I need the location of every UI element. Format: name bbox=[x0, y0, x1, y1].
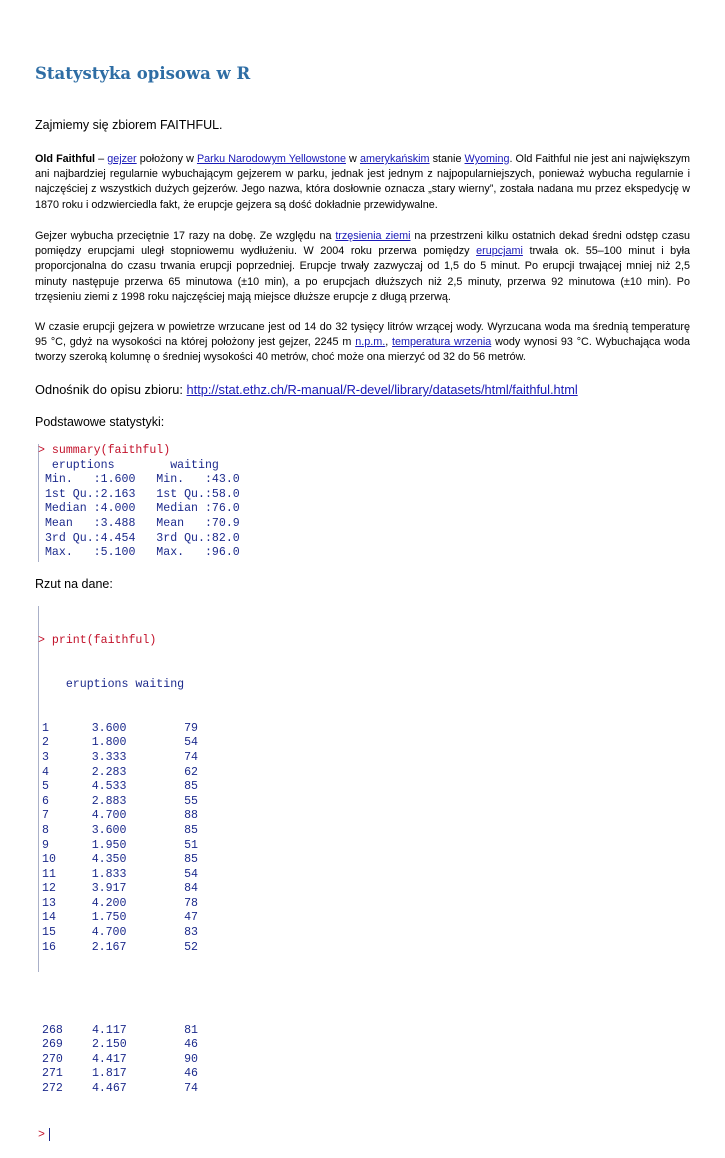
row-index: 13 bbox=[42, 896, 56, 910]
link-yellowstone[interactable]: Parku Narodowym Yellowstone bbox=[196, 153, 346, 165]
link-trzesienia-ziemi[interactable]: trzęsienia ziemi bbox=[335, 230, 411, 242]
waiting-value: 55 bbox=[184, 794, 198, 808]
text: , bbox=[385, 336, 393, 349]
link-gejzer[interactable]: gejzer bbox=[107, 153, 137, 165]
row-index: 4 bbox=[42, 765, 49, 779]
link-amerykanskim[interactable]: amerykańskim bbox=[359, 153, 430, 165]
row-index: 2 bbox=[42, 736, 49, 750]
row-index: 270 bbox=[42, 1052, 63, 1066]
dataset-reference bbox=[35, 382, 578, 397]
bold-term: Old Faithful bbox=[35, 153, 96, 165]
summary-line: 1st Qu.:2.163 1st Qu.:58.0 bbox=[38, 487, 254, 501]
eruptions-value: 3.333 bbox=[91, 750, 127, 764]
waiting-value: 54 bbox=[184, 867, 198, 881]
waiting-value: 85 bbox=[184, 823, 198, 837]
row-index: 10 bbox=[42, 853, 56, 867]
eruptions-value: 2.167 bbox=[91, 940, 127, 954]
text: – bbox=[95, 153, 108, 165]
table-row bbox=[38, 853, 198, 868]
link-npm[interactable]: n.p.m. bbox=[355, 336, 386, 349]
eruptions-value: 3.600 bbox=[91, 823, 127, 837]
summary-command: > summary(faithful) bbox=[38, 444, 171, 457]
console-prompt[interactable]: > bbox=[38, 1128, 45, 1142]
summary-line: Max. :5.100 Max. :96.0 bbox=[38, 546, 254, 560]
waiting-value: 52 bbox=[184, 940, 198, 954]
eruptions-value: 1.833 bbox=[91, 867, 127, 881]
waiting-value: 88 bbox=[184, 809, 198, 823]
eruptions-value: 2.150 bbox=[91, 1038, 127, 1052]
eruptions-value: 3.917 bbox=[91, 882, 127, 896]
waiting-value: 47 bbox=[184, 911, 198, 925]
table-row bbox=[38, 897, 198, 912]
waiting-value: 78 bbox=[184, 896, 198, 910]
summary-line: Mean :3.488 Mean :70.9 bbox=[38, 516, 254, 530]
eruptions-value: 4.700 bbox=[91, 809, 127, 823]
print-command: > print(faithful) bbox=[38, 634, 157, 648]
waiting-value: 90 bbox=[184, 1052, 198, 1066]
table-row bbox=[38, 911, 198, 926]
paragraph-eruptions bbox=[35, 229, 690, 305]
text: Gejzer wybucha przeciętnie 17 razy na dobę. Ze względu na bbox=[35, 230, 336, 242]
row-index: 16 bbox=[42, 940, 56, 954]
data-table-top bbox=[38, 722, 198, 956]
row-index: 3 bbox=[42, 750, 49, 764]
table-row bbox=[38, 941, 198, 956]
link-wyoming[interactable]: Wyoming bbox=[464, 153, 510, 165]
table-row bbox=[38, 1038, 198, 1053]
reference-label: Odnośnik do opisu zbioru: bbox=[35, 382, 187, 397]
table-row bbox=[38, 1067, 198, 1082]
row-index: 269 bbox=[42, 1038, 63, 1052]
page-title: Statystyka opisowa w R bbox=[35, 64, 251, 83]
row-index: 9 bbox=[42, 838, 49, 852]
eruptions-value: 4.700 bbox=[91, 926, 127, 940]
waiting-value: 54 bbox=[184, 736, 198, 750]
text: stanie bbox=[429, 153, 465, 165]
eruptions-value: 1.817 bbox=[91, 1067, 127, 1081]
waiting-value: 74 bbox=[184, 750, 198, 764]
waiting-value: 46 bbox=[184, 1067, 198, 1081]
summary-console bbox=[38, 444, 263, 564]
table-row bbox=[38, 809, 198, 824]
eruptions-value: 2.283 bbox=[91, 765, 127, 779]
table-row bbox=[38, 766, 198, 781]
eruptions-value: 2.883 bbox=[91, 794, 127, 808]
row-index: 6 bbox=[42, 794, 49, 808]
waiting-value: 46 bbox=[184, 1038, 198, 1052]
print-header: eruptions waiting bbox=[38, 677, 185, 691]
row-index: 14 bbox=[42, 911, 56, 925]
waiting-value: 62 bbox=[184, 765, 198, 779]
text: w bbox=[345, 153, 360, 165]
eruptions-value: 4.117 bbox=[91, 1023, 127, 1037]
row-index: 8 bbox=[42, 823, 49, 837]
eruptions-value: 4.200 bbox=[91, 896, 127, 910]
table-row bbox=[38, 824, 198, 839]
summary-line: Median :4.000 Median :76.0 bbox=[38, 502, 254, 516]
eruptions-value: 4.467 bbox=[91, 1082, 127, 1095]
row-index: 271 bbox=[42, 1067, 63, 1081]
waiting-value: 85 bbox=[184, 853, 198, 867]
paragraph-description bbox=[35, 152, 690, 213]
eruptions-value: 3.600 bbox=[91, 721, 127, 735]
eruptions-value: 4.417 bbox=[91, 1052, 127, 1066]
text: wody wynosi 93 °C. Wybuchająca woda tworzy szeroką kolumnę o średniej wysokości 40 metrów, choć może ona mierzyć od 32 do 56 metrów. bbox=[35, 336, 691, 364]
eruptions-value: 1.800 bbox=[91, 736, 127, 750]
eruptions-value: 1.950 bbox=[91, 838, 127, 852]
intro-text: Zajmiemy się zbiorem FAITHFUL. bbox=[35, 118, 223, 132]
table-row bbox=[38, 751, 198, 766]
text-cursor bbox=[49, 1128, 50, 1141]
waiting-value: 74 bbox=[184, 1082, 198, 1095]
row-index: 5 bbox=[42, 780, 49, 794]
row-index: 1 bbox=[42, 721, 49, 735]
eruptions-value: 4.350 bbox=[91, 853, 127, 867]
eruptions-value: 4.533 bbox=[91, 780, 127, 794]
table-row bbox=[38, 1053, 198, 1068]
text: położony w bbox=[136, 153, 197, 165]
stats-heading: Podstawowe statystyki: bbox=[35, 415, 165, 429]
text: na przestrzeni kilku ostatnich dekad średni odstęp czasu pomiędzy erupcjami uległ stopniowemu wydłużeniu. W 2004 roku przerwa pomiędzy bbox=[35, 230, 691, 258]
link-erupcjami[interactable]: erupcjami bbox=[476, 245, 523, 258]
waiting-value: 51 bbox=[184, 838, 198, 852]
row-index: 272 bbox=[42, 1082, 63, 1095]
print-console bbox=[38, 605, 198, 1158]
summary-line: Min. :1.600 Min. :43.0 bbox=[38, 473, 254, 487]
text: W czasie erupcji gejzera w powietrze wrzucane jest od 14 do 32 tysięcy litrów wrzącej wody. Wyrzucana woda ma średnią temperaturę 95 °C, gdyż na wysokości na której położony jest gejzer, 2245 m bbox=[35, 321, 690, 349]
row-index: 268 bbox=[42, 1023, 63, 1037]
table-row bbox=[38, 722, 198, 737]
waiting-value: 81 bbox=[184, 1023, 198, 1037]
table-row bbox=[38, 736, 198, 751]
link-temperatura-wrzenia[interactable]: temperatura wrzenia bbox=[392, 336, 492, 349]
summary-line: eruptions waiting bbox=[38, 458, 247, 472]
waiting-value: 84 bbox=[184, 882, 198, 896]
row-index: 7 bbox=[42, 809, 49, 823]
table-row bbox=[38, 926, 198, 941]
row-index: 15 bbox=[42, 926, 56, 940]
data-table-bottom bbox=[38, 1024, 198, 1097]
waiting-value: 83 bbox=[184, 926, 198, 940]
waiting-value: 85 bbox=[184, 780, 198, 794]
eruptions-value: 1.750 bbox=[91, 911, 127, 925]
table-row bbox=[38, 868, 198, 883]
row-index: 12 bbox=[42, 882, 56, 896]
text: trwała ok. 55–100 minut i była proporcjonalna do czasu trwania erupcji poprzedniej. Erupcje trwały zazwyczaj od 1,5 do 5 minut. Po erupcji trwającej mniej niż 2,5 minuty następuje przerwa 65 minutowa (±10 min), a po erupcjach dłuższych niż 2,5 minuty, przerwa 92 minutowa (±10 min). Po trzęsieniu ziemi z 1998 roku najczęściej mają miejsce dłuższe erupcje z długą przerwą. bbox=[35, 245, 690, 303]
table-row bbox=[38, 795, 198, 810]
text: . Old Faithful nie jest ani największym ani najbardziej regularnie wybuchającym gejzerem w parku, jednak jest jednym z najpopularniejszych, ponieważ wybucha regularnie i najczęściej z wszystkich dużych gejzerów. Jego nazwa, która dosłownie oznacza „stary wierny”, została nadana mu przez ekspedycję w 1870 roku i odzwierciedla fakt, że erupcje gejzera są dość dokładnie przewidywalne. bbox=[35, 153, 690, 211]
table-row bbox=[38, 882, 198, 897]
paragraph-water bbox=[35, 320, 690, 366]
table-row bbox=[38, 1082, 198, 1097]
table-row bbox=[38, 780, 198, 795]
waiting-value: 79 bbox=[184, 721, 198, 735]
row-index: 11 bbox=[42, 867, 56, 881]
table-row bbox=[38, 839, 198, 854]
table-row bbox=[38, 1024, 198, 1039]
data-heading: Rzut na dane: bbox=[35, 577, 113, 591]
dataset-doc-link[interactable]: http://stat.ethz.ch/R-manual/R-devel/library/datasets/html/faithful.html bbox=[186, 382, 578, 397]
summary-line: 3rd Qu.:4.454 3rd Qu.:82.0 bbox=[38, 531, 254, 545]
